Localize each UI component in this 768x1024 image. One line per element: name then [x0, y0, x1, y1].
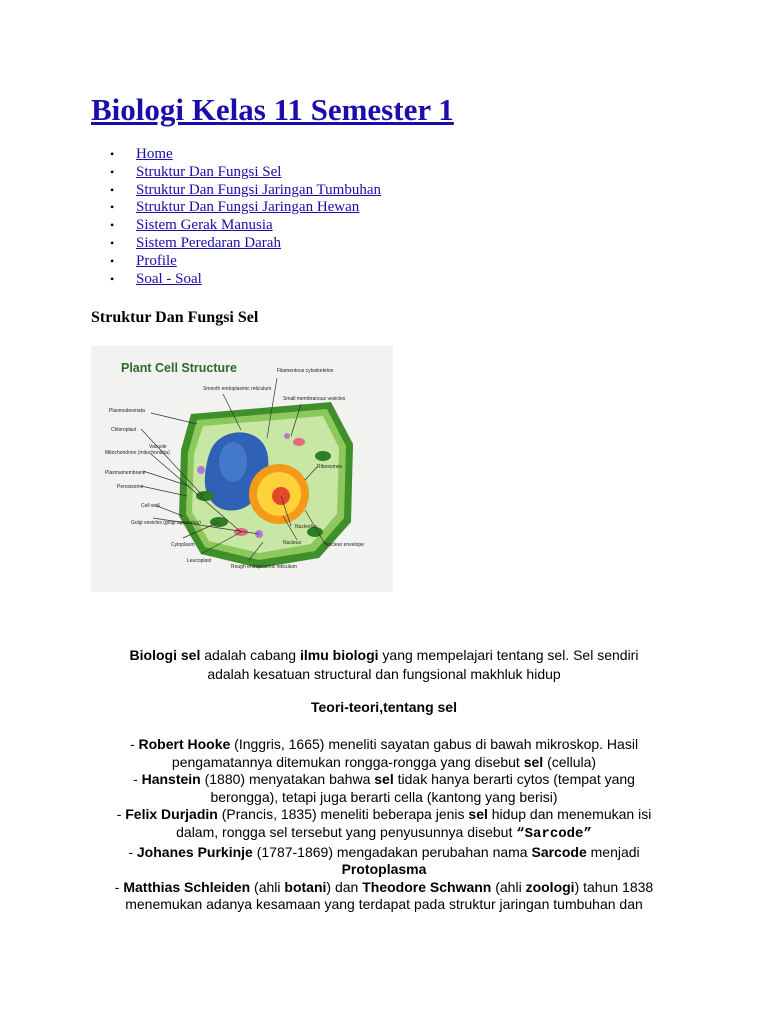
theory-text: (Prancis, 1835) meneliti beberapa jenis	[217, 806, 469, 823]
theory-text: menjadi	[586, 843, 640, 860]
theories-paragraph	[60, 736, 708, 914]
nav-link-jaringan-tumbuhan[interactable]: Struktur Dan Fungsi Jaringan Tumbuhan	[136, 181, 382, 198]
page-title[interactable]: Biologi Kelas 11 Semester 1	[91, 92, 454, 127]
theory-text: (Inggris, 1665) meneliti sayatan gabus di bawah mikroskop. Hasil	[230, 736, 639, 752]
label-leucoplast: Leucoplast	[187, 558, 212, 564]
nav-link-struktur-sel[interactable]: Struktur Dan Fungsi Sel	[136, 163, 282, 180]
bullet: •	[110, 271, 115, 286]
term: Protoplasma	[341, 861, 427, 878]
theory-text: pengamatannya ditemukan rongga-rongga yang disebut	[171, 753, 524, 770]
bullet: •	[110, 253, 115, 268]
nav-item-peredaran-darah	[110, 235, 381, 253]
section-heading: Struktur Dan Fungsi Sel	[91, 309, 259, 326]
theory-durjadin-line	[60, 806, 708, 824]
nav-item-soal	[110, 271, 381, 289]
scientist-name: Hanstein	[141, 771, 201, 788]
label-nuclear-envelope: Nuclear envelope	[325, 542, 364, 548]
theory-durjadin-line	[60, 824, 708, 844]
vesicle-shape	[284, 433, 290, 439]
theory-schleiden-line	[60, 879, 708, 897]
label-small-vesicles: Small membranous vesicles	[283, 396, 346, 402]
theory-hanstein-line	[60, 771, 708, 789]
label-mitochondria: Mitochondrion (mitochondria)	[105, 450, 170, 456]
theory-purkinje-line	[60, 861, 708, 879]
intro-text: adalah cabang	[200, 647, 300, 663]
label-peroxisome: Peroxisome	[117, 484, 144, 490]
theory-text: hidup dan menemukan isi	[487, 806, 652, 823]
theory-text: (cellula)	[543, 753, 597, 770]
theory-text: (1880) menyatakan bahwa	[200, 771, 375, 788]
label-cell-wall: Cell wall	[141, 503, 160, 509]
term-ilmu-biologi: ilmu biologi	[299, 647, 379, 663]
label-chloroplast: Chloroplast	[111, 427, 137, 433]
term: Sarcode	[531, 843, 587, 860]
label-filamentous-cytoskeleton: Filamentous cytoskeleton	[277, 368, 334, 374]
nav-item-profile	[110, 253, 381, 271]
theory-hooke-line	[60, 736, 708, 754]
label-vacuole: Vacuole	[149, 444, 167, 450]
label-nucleolus: Nucleolus	[295, 524, 317, 530]
nav-item-home	[110, 146, 381, 164]
term: sel	[374, 771, 394, 788]
vacuole-highlight	[219, 442, 247, 482]
theory-text: (ahli	[491, 878, 526, 895]
theory-title: Teori-teori,tentang sel	[311, 699, 457, 715]
theory-purkinje-line	[60, 844, 708, 862]
bullet: •	[110, 182, 115, 197]
nav-link-soal[interactable]: Soal - Soal	[136, 270, 202, 287]
plant-cell-diagram	[91, 346, 393, 592]
term: sel	[523, 753, 544, 770]
label-smooth-er: Smooth endoplasmic reticulum	[203, 386, 272, 392]
bullet: •	[110, 200, 115, 215]
theory-text: (ahli	[250, 878, 285, 895]
plant-cell-svg	[91, 346, 393, 592]
chloroplast-shape	[315, 451, 331, 461]
label-rough-er: Rough endoplasmic reticulum	[231, 564, 297, 570]
dash: -	[116, 806, 126, 823]
dash: -	[114, 878, 124, 895]
chloroplast-shape	[196, 491, 214, 501]
bullet: •	[110, 147, 115, 161]
theory-text: ) tahun 1838	[574, 878, 654, 895]
nav-link-jaringan-hewan[interactable]: Struktur Dan Fungsi Jaringan Hewan	[136, 199, 360, 216]
scientist-name: Matthias Schleiden	[123, 878, 251, 895]
label-nucleus: Nucleus	[283, 540, 302, 546]
intro-text: yang mempelajari tentang sel. Sel sendiri	[378, 647, 639, 663]
dash: -	[129, 736, 139, 752]
label-ribosomes: Ribosomes	[317, 464, 343, 470]
term-sarcode: “Sarcode”	[516, 825, 592, 842]
nav-link-profile[interactable]: Profile	[136, 252, 177, 269]
theory-hooke-line	[60, 754, 708, 772]
nav-link-home[interactable]: Home	[136, 146, 173, 162]
dash: -	[128, 843, 137, 860]
scientist-name: Johanes Purkinje	[136, 843, 253, 860]
scientist-name: Robert Hooke	[138, 736, 231, 752]
theory-text: ) dan	[326, 878, 363, 895]
nav-item-jaringan-tumbuhan	[110, 182, 381, 200]
nav-link-peredaran-darah[interactable]: Sistem Peredaran Darah	[136, 234, 281, 251]
theory-hanstein-line	[60, 789, 708, 807]
intro-paragraph	[60, 646, 708, 683]
label-golgi: Golgi vesicles (golgi apparatus)	[131, 520, 201, 526]
vesicle-shape	[197, 466, 205, 474]
dash: -	[133, 771, 142, 788]
theory-text: menemukan adanya kesamaan yang terdapat pada struktur jaringan tumbuhan dan	[125, 896, 643, 913]
term-biologi-sel: Biologi sel	[129, 647, 201, 663]
theory-text: dalam, rongga sel tersebut yang penyusunnya disebut	[176, 823, 517, 840]
nav-list	[110, 146, 381, 288]
bullet: •	[110, 235, 115, 250]
term: botani	[284, 878, 327, 895]
label-plasmamembrane: Plasmamembrane	[105, 470, 146, 476]
theory-text: berongga), tetapi juga berarti cella (kantong yang berisi)	[210, 788, 558, 805]
nav-item-struktur-sel	[110, 164, 381, 182]
scientist-name: Felix Durjadin	[125, 806, 218, 823]
nav-item-gerak-manusia	[110, 217, 381, 235]
intro-text: adalah kesatuan structural dan fungsional makhluk hidup	[207, 665, 561, 682]
diagram-title: Plant Cell Structure	[121, 361, 237, 375]
nav-item-jaringan-hewan	[110, 199, 381, 217]
label-cytoplasm: Cytoplasm	[171, 542, 195, 548]
term: zoologi	[525, 878, 575, 895]
mitochondrion-shape	[293, 438, 305, 446]
label-plasmodesmata: Plasmodesmata	[109, 408, 145, 414]
bullet: •	[110, 218, 115, 233]
bullet: •	[110, 164, 115, 179]
nav-link-gerak-manusia[interactable]: Sistem Gerak Manusia	[136, 217, 273, 234]
term: sel	[468, 806, 488, 823]
theory-schleiden-line	[60, 896, 708, 914]
theory-text: (1787-1869) mengadakan perubahan nama	[252, 843, 532, 860]
theory-text: tidak hanya berarti cytos (tempat yang	[393, 771, 635, 788]
scientist-name: Theodore Schwann	[362, 878, 492, 895]
